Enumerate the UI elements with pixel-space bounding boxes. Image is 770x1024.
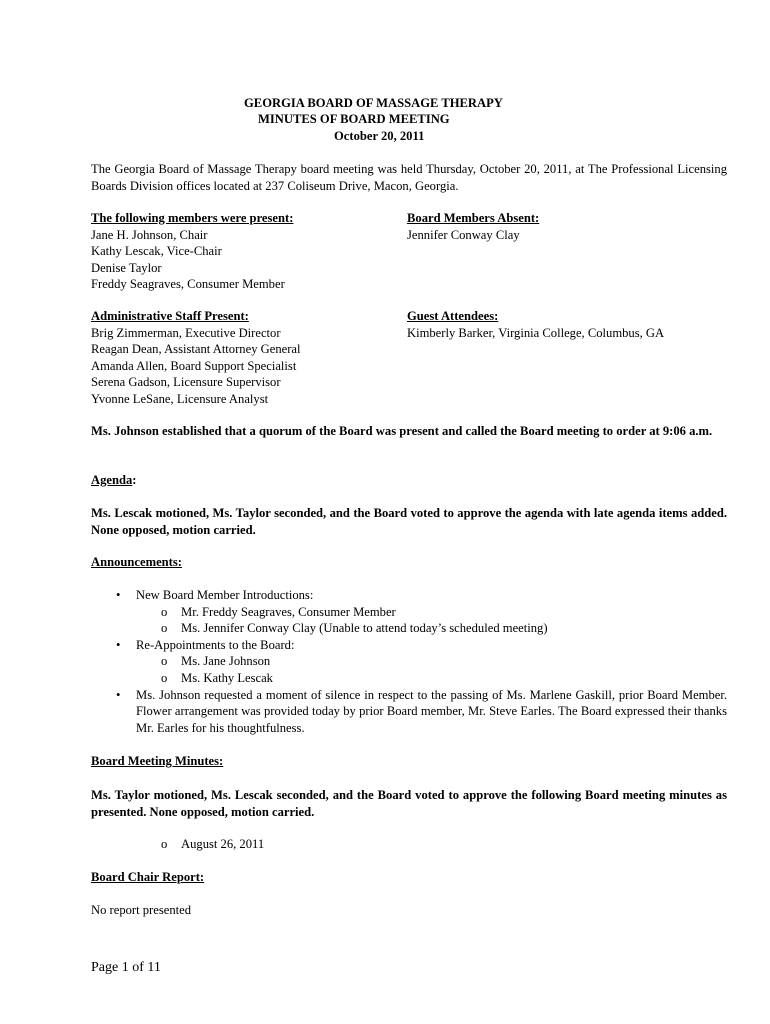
agenda-heading: [91, 472, 137, 489]
document-title: GEORGIA BOARD OF MASSAGE THERAPY: [244, 96, 503, 110]
minutes-date-item: [136, 836, 264, 853]
announcement-text: New Board Member Introductions:: [136, 588, 314, 602]
staff-present-section: [91, 308, 301, 408]
announcement-subitem-text: Mr. Freddy Seagraves, Consumer Member: [181, 604, 396, 619]
circle-bullet-icon: o: [161, 670, 168, 685]
announcement-subitem-text: Ms. Jane Johnson: [181, 654, 271, 669]
staff-name: Reagan Dean, Assistant Attorney General: [91, 342, 301, 357]
members-absent-section: [407, 210, 539, 243]
bullet-icon: •: [116, 588, 121, 602]
absent-member-name: Jennifer Conway Clay: [407, 227, 520, 242]
guest-attendees-heading: Guest Attendees:: [407, 309, 499, 323]
staff-name: Yvonne LeSane, Licensure Analyst: [91, 391, 269, 406]
staff-name: Brig Zimmerman, Executive Director: [91, 325, 281, 340]
minutes-motion: Ms. Taylor motioned, Ms. Lescak seconded, and the Board voted to approve the following Board meeting minutes as presented. None opposed, motion carried.: [91, 788, 727, 819]
members-present-section: [91, 210, 293, 293]
announcements-list: [91, 587, 727, 736]
announcements-heading: Announcements:: [91, 555, 182, 569]
members-absent-heading: Board Members Absent:: [407, 211, 540, 225]
chair-report-heading: Board Chair Report:: [91, 870, 205, 884]
bullet-icon: •: [116, 637, 121, 652]
staff-present-heading: Administrative Staff Present:: [91, 309, 249, 323]
meeting-date: October 20, 2011: [334, 129, 425, 143]
circle-bullet-icon: o: [161, 604, 168, 619]
minutes-item: [91, 836, 264, 853]
circle-bullet-icon: o: [161, 621, 168, 636]
agenda-motion: Ms. Lescak motioned, Ms. Taylor seconded, and the Board voted to approve the agenda with late agenda items added. None opposed, motion carried.: [91, 506, 727, 537]
members-present-heading: The following members were present:: [91, 211, 294, 225]
guest-name: Kimberly Barker, Virginia College, Columbus, GA: [407, 325, 665, 340]
announcement-item: [91, 687, 727, 737]
intro-paragraph: The Georgia Board of Massage Therapy board meeting was held Thursday, October 20, 2011, at The Professional Licensing Boards Division offices located at 237 Coliseum Drive, Macon, Georgia.: [91, 162, 727, 193]
member-name: Kathy Lescak, Vice-Chair: [91, 244, 222, 259]
member-name: Jane H. Johnson, Chair: [91, 227, 208, 242]
minutes-date-text: August 26, 2011: [181, 837, 265, 851]
announcement-item: [91, 587, 727, 637]
announcement-subitem: [136, 670, 727, 687]
agenda-heading-label: Agenda: [91, 473, 133, 487]
staff-name: Serena Gadson, Licensure Supervisor: [91, 375, 281, 390]
staff-name: Amanda Allen, Board Support Specialist: [91, 358, 297, 373]
bullet-icon: •: [116, 687, 121, 702]
announcement-subitem: [136, 604, 727, 621]
announcement-item: [91, 637, 727, 687]
agenda-heading-colon: :: [132, 473, 137, 487]
announcement-text: Re-Appointments to the Board:: [136, 637, 295, 652]
circle-bullet-icon: o: [161, 837, 168, 851]
announcement-subitem: [136, 620, 727, 637]
page-number: Page 1 of 11: [91, 960, 161, 975]
minutes-heading: Board Meeting Minutes:: [91, 754, 224, 768]
circle-bullet-icon: o: [161, 654, 168, 669]
member-name: Freddy Seagraves, Consumer Member: [91, 277, 285, 292]
announcement-subitem-text: Ms. Kathy Lescak: [181, 670, 273, 685]
guest-attendees-section: [407, 308, 664, 341]
announcement-subitem: [136, 653, 727, 670]
quorum-statement: Ms. Johnson established that a quorum of the Board was present and called the Board meeting to order at 9:06 a.m.: [91, 424, 713, 438]
chair-report-text: No report presented: [91, 903, 192, 917]
announcement-text: Ms. Johnson requested a moment of silence in respect to the passing of Ms. Marlene Gaskill, prior Board Member. Flower arrangement was provided today by prior Board member, Mr. Steve Earles. The Board expressed their thanks Mr. Earles for his thoughtfulness.: [136, 687, 727, 735]
document-subtitle: MINUTES OF BOARD MEETING: [258, 112, 450, 126]
member-name: Denise Taylor: [91, 260, 162, 275]
announcement-subitem-text: Ms. Jennifer Conway Clay (Unable to attend today’s scheduled meeting): [181, 621, 548, 636]
